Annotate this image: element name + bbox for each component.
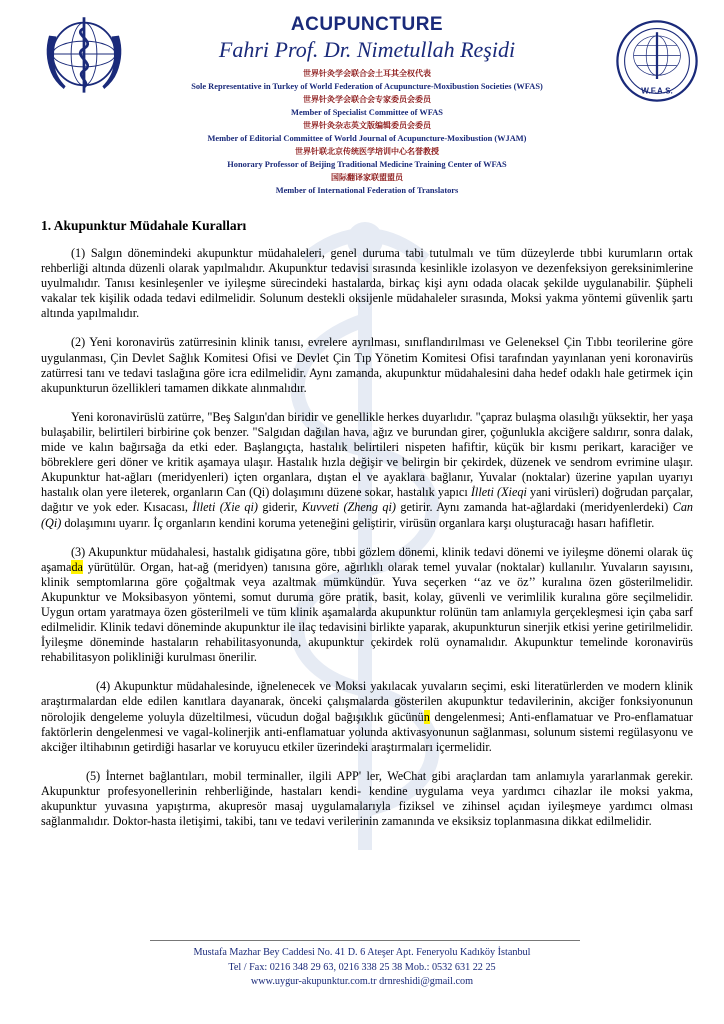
paragraph-4-text: (3) Akupunktur müdahalesi, hastalık gidişatına göre, tıbbi gözlem dönemi, klinik tedavi dönemi ve iyileşme dönemi olarak üç aşama	[41, 544, 693, 574]
highlighted-text: n	[423, 709, 430, 724]
credential-line-en: Member of International Federation of Translators	[275, 186, 459, 195]
paragraph-4	[41, 545, 693, 666]
letterhead-name: Fahri Prof. Dr. Nimetullah Reşidi	[218, 37, 516, 62]
letterhead	[120, 14, 614, 197]
wfas-logo-text: W.F.A.S.	[641, 86, 673, 96]
credential-line-cn: 国际翻译家联盟盟员	[331, 173, 403, 182]
credential-line-cn: 世界针联北京传统医学培训中心名誉教授	[295, 147, 439, 156]
footer-phones: Tel / Fax: 0216 348 29 63, 0216 338 25 38 Mob.: 0532 631 22 25	[228, 961, 496, 973]
website-link[interactable]: www.uygur-akupunktur.com.tr	[250, 976, 377, 987]
footer-divider	[150, 940, 580, 941]
who-emblem-icon	[38, 8, 130, 100]
paragraph-5	[41, 679, 693, 754]
credential-line-cn: 世界针灸学会联合会土耳其全权代表	[303, 69, 431, 78]
paragraph-6: (5) İnternet bağlantıları, mobil terminaller, ilgili APP' ler, WeChat gibi araçlardan tam anlamıyla yararlanmak gerekir. Akupunktur profesyonellerinin rehberliğinde, hastaları kendi- kendine uygulama veya yardımcı cihazlar ile moksi yakma, akupunktur yuvasına yapıştırma, akupresör masaj uygulamalarıyla fiziksel ve zihinsel açıdan iyileşmeye yardımcı olması sağlanmalıdır. Doktor-hasta iletişimi, takibi, tanı ve tedavi verilerinin zamanında ve eksiksiz toplanmasına dikkat edilmelidir.	[41, 768, 693, 829]
document-body	[41, 218, 693, 843]
italic-term: İlleti (Xieqi	[470, 485, 527, 500]
paragraph-2: (2) Yeni koronavirüs zatürresinin klinik tanısı, evrelere ayrılması, sınıflandırılması ve Geleneksel Çin Tıbbı teorilerine göre uygulanması, Çin Devlet Sağlık Komitesi Ofisi ve Devlet Çin Tıp Yönetim Komitesi Ofisi tarafından yayınlanan yeni koronavirüs zatürresi tanı ve tedavi taslağına göre icra edilmelidir. Aynı zamanda, akupunktur müdahalesini daha hedef odaklı hale getirmek için akupunkturun özellikleri tamamen dikkate alınmalıdır.	[41, 335, 693, 395]
highlighted-text: da	[71, 559, 83, 574]
footer-contact	[100, 975, 624, 990]
paragraph-5-text: dengelenmesi; Anti-enflamatuar ve Pro-enflamatuar faktörlerin dengelenmesi ve vagal-kolinerjik anti-enflamatuar yolunda aktivasyonunun sağlanması, solunum sistemi regülasyonu ve akciğer iltihabının getirdiği hasarlar ve koruyucu etkiler üzerindeki araştırmaları içermelidir.	[41, 709, 693, 754]
paragraph-5-text: (4) Akupunktur müdahalesinde, iğnelenecek ve Moksi yakılacak yuvaların seçimi, eski literatürlerden ve modern klinik araştırmalardan elde edilen kanıtlara dayanarak, önceki çalışmalarda gösterilen akupunktur tedavilerinin, akciğer fonksiyonunun nörolojik dengeleme yoluyla düzeltilmesi, vücudun doğal bağışıklık gücünü	[41, 679, 693, 724]
paragraph-1: (1) Salgın dönemindeki akupunktur müdahaleleri, genel duruma tabi tutulmalı ve tüm düzeylerde tıbbi kurumların ortak rehberliği altında düzenli olarak yapılmalıdır. Akupunktur tedavisi sırasında kesinlikle izolasyon ve dezenfeksiyon gereksinimlerine uyulmalıdır. Tanısı kesinleşenler ve iyileşme sürecindeki hastalarda, birkaç kişi aynı odada olacak şekilde uygulanabilir. Şüpheli vakalar tek kişilik odada tedavi edilmelidir. Solunum destekli oksijenle müdahaleler sırasında, Moksi yakma yöntemi güvenlik şartı altında yapılmalıdır.	[41, 246, 693, 321]
letterhead-title: ACUPUNCTURE	[290, 14, 444, 35]
paragraph-3-text: yani virüsleri) doğrudan parçalar, dağıtır ve yok eder. Kısacası,	[41, 485, 693, 515]
paragraph-3	[41, 410, 693, 531]
paragraph-3-text: Yeni koronavirüslü zatürre, "Beş Salgın'dan biridir ve genellikle herkes duyarlıdır. "çapraz bulaşma olasılığı yüksektir, her yaşa bulaşabilir, belirtileri birbirine çok benzer. "Salgıdan dağılan hava, ağız ve burundan girer, çoğunlukla akciğere saldırır, sonra dalak, mide ve kalın bağırsağa da etki eder. Başlangıçta, hastalık belirtileri nispeten hafiftir, küçük bir kısmı perikart, karaciğer ve böbreklere geri döner ve kritik aşamaya ulaşır. Hastalık hızla değişir ve belirgin bir çekirdek, düzenek ve sendrom evrimine ulaşır. Akupunktur hat-ağları (meridyenleri) içten organlara, dıştan el ve ayaklara bağlanır, Yuvalar (noktalar) üzerine yapılan uyarıyı hastalık olan yere ileterek, organların Can (Qi) dolaşımını düzene sokar, hastalık yapıcı	[41, 409, 693, 500]
section-title: 1. Akupunktur Müdahale Kuralları	[41, 218, 247, 233]
credential-line-en: Honorary Professor of Beijing Traditional Medicine Training Center of WFAS	[227, 160, 507, 169]
paragraph-4-text: yürütülür. Organ, hat-ağ (meridyen) tanısına göre, ağırlıklı olarak temel yuvalar (noktalar) kullanılır. Yuvaların sayısını, klinik semptomlarına göre çoğaltmak veya azaltmak mümkündür. Yuva seçerken ‘‘az ve öz’’ kuralına özen gösterilmelidir. Akupunktur ve Moksibasyon yöntemi, somut duruma göre pratik, basit, kolay, güvenli ve verimlilik kuralına göre seçilmelidir. Uygun ortam yaratmaya özen gösterilmeli ve tüm klinik aşamalarda akupunktur rolünün tam anlamıyla gerçekleşmesi için çaba sarf edilmelidir. Klinik tedavi döneminde akupunktur ile ilaç tedavisini birlikte yaparak, akupunkturun sinerjik etkisi yerine getirilmelidir. İyileşme döneminde hastaların rehabilitasyonunda, akupunktur çekirdek rolü oynamalıdır. Akupunktur temelinde koronavirüs rehabilitasyon polikliniği kurulması önerilir.	[41, 559, 693, 665]
credential-line-en: Sole Representative in Turkey of World Federation of Acupuncture-Moxibustion Societies (WFAS)	[191, 82, 543, 91]
credential-line-cn: 世界针灸学会联合会专家委员会委员	[303, 95, 431, 104]
italic-term: Can (Qi)	[41, 500, 694, 530]
paragraph-3-text: getirir. Aynı zamanda hat-ağlardaki (meridyenlerdeki)	[395, 500, 673, 515]
italic-term: İlleti (Xie qi)	[192, 500, 258, 515]
footer-address: Mustafa Mazhar Bey Caddesi No. 41 D. 6 Ateşer Apt. Feneryolu Kadıköy İstanbul	[193, 947, 531, 958]
italic-term: Kuvveti (Zheng qi)	[301, 500, 396, 515]
footer	[100, 946, 624, 990]
paragraph-3-text: giderir,	[257, 500, 302, 515]
credential-line-cn: 世界针灸杂志英文版编辑委员会委员	[303, 121, 431, 130]
paragraph-3-text: dolaşımını uyarır. İç organların kendini koruma yeteneğini geliştirir, virüsün organlara karşı oluşturacağı hasarı hafifletir.	[61, 515, 655, 530]
credential-line-en: Member of Editorial Committee of World Journal of Acupuncture-Moxibustion (WJAM)	[207, 134, 527, 143]
email-link[interactable]: drnreshidi@gmail.com	[379, 976, 474, 987]
credential-line-en: Member of Specialist Committee of WFAS	[291, 108, 443, 117]
wfas-logo-icon	[612, 16, 702, 106]
